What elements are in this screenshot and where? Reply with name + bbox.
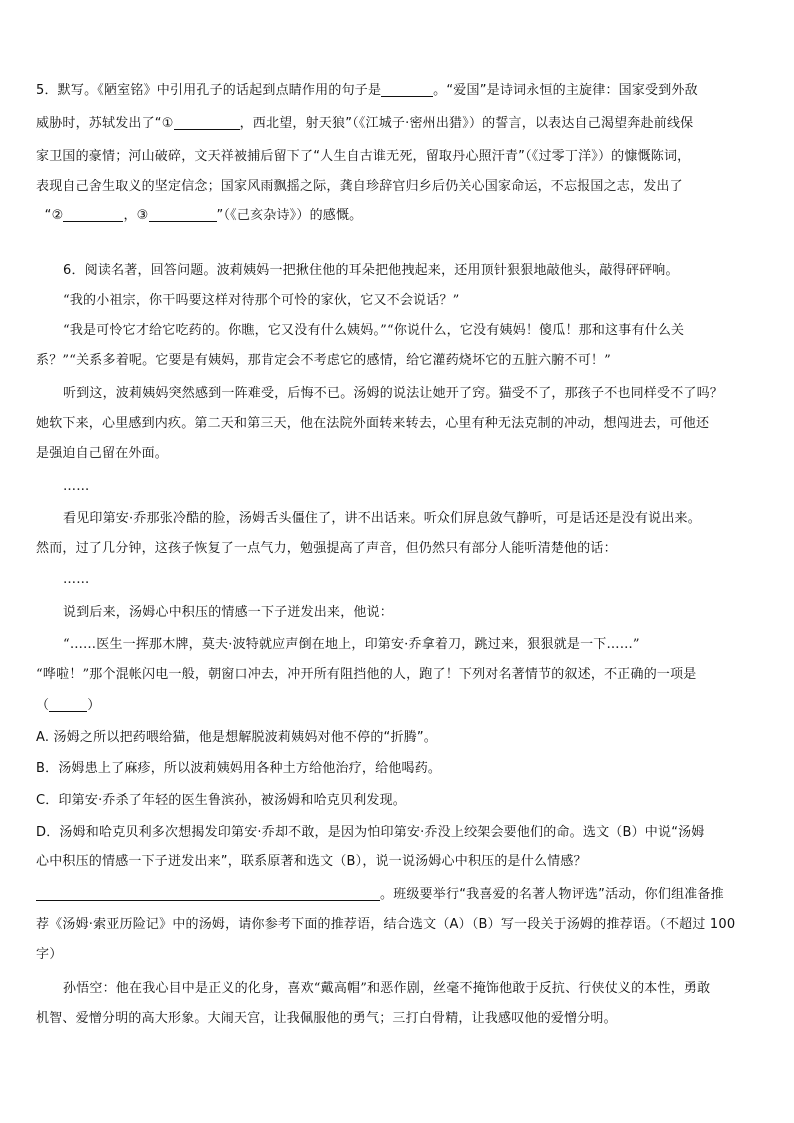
sample-recommendation: 机智、爱憎分明的高大形象。大闹天宫，让我佩服他的勇气；三打白骨精，让我感叹他的爱憎分明。 [36, 1011, 617, 1026]
answer-blank[interactable] [49, 697, 87, 712]
passage-line: 系？”“关系多着呢。它要是有姨妈，那肯定会不考虑它的感情，给它灌药烧坏它的五脏六腑不可！” [36, 353, 611, 368]
passage-line: 是强迫自己留在外面。 [36, 446, 169, 461]
passage-line: 然而，过了几分钟，这孩子恢复了一点气力，勉强提高了声音，但仍然只有部分人能听清楚他的话： [36, 541, 617, 556]
passage-line: “我的小祖宗，你干吗要这样对待那个可怜的家伙，它又不会说话？” [63, 293, 460, 308]
passage-line: 看见印第安·乔那张冷酷的脸，汤姆舌头僵住了，讲不出话来。听众们屏息敛气静听，可是话还是没有说出来。 [63, 511, 701, 526]
passage-line: “我是可怜它才给它吃药的。你瞧，它又没有什么姨妈。”“你说什么，它没有姨妈！傻瓜！那和这事有什么关 [63, 323, 685, 338]
ellipsis: …… [63, 572, 90, 587]
question-line: 荐《汤姆·索亚历险记》中的汤姆，请你参考下面的推荐语，结合选文（A）（B）写一段关于汤姆的推荐语。（不超过 100 [36, 917, 736, 932]
q6-title: 6．阅读名著，回答问题。波莉姨妈一把揪住他的耳朵把他拽起来，还用顶针狠狠地敲他头，敲得砰砰响。 [63, 263, 679, 278]
passage-line: 听到这，波莉姨妈突然感到一阵难受，后悔不已。汤姆的说法让她开了窍。猫受不了，那孩子不也同样受不了吗？ [63, 386, 724, 401]
answer-blank[interactable] [381, 82, 433, 97]
passage-line: “哗啦！”那个混帐闪电一般，朝窗口冲去，冲开所有阻挡他的人，跑了！下列对名著情节的叙述，不正确的一项是 [36, 667, 697, 682]
sample-recommendation: 孙悟空：他在我心目中是正义的化身，喜欢“戴高帽”和恶作剧，丝毫不掩饰他敢于反抗、行侠仗义的本性，勇敢 [63, 981, 711, 996]
answer-blank[interactable] [149, 207, 217, 222]
answer-blank[interactable] [36, 886, 380, 901]
answer-blank[interactable] [174, 115, 240, 130]
answer-parentheses: （ ） [36, 698, 101, 713]
option-b[interactable]: B．汤姆患上了麻疹，所以波莉姨妈用各种土方给他治疗，给他喝药。 [36, 761, 442, 776]
passage-line: 说到后来，汤姆心中积压的情感一下子迸发出来，他说： [63, 605, 394, 620]
q5-line-2: 威胁时，苏轼发出了“① ，西北望，射天狼”（《江城子·密州出猎》）的誓言，以表达自己渴望奔赴前线保 [36, 116, 694, 131]
q5-line-3: 家卫国的豪情；河山破碎，文天祥被捕后留下了“人生自古谁无死，留取丹心照汗青”（《过零丁洋》）的慷慨陈词， [36, 149, 691, 164]
passage-line: “……医生一挥那木牌，莫夫·波特就应声倒在地上，印第安·乔拿着刀，跳过来，狠狠就是一下……” [63, 637, 640, 652]
question-line: 心中积压的情感一下子迸发出来”，联系原著和选文（B），说一说汤姆心中积压的是什么情感？ [36, 854, 587, 869]
option-d[interactable]: D．汤姆和哈克贝利多次想揭发印第安·乔却不敢，是因为怕印第安·乔没上绞架会要他们的命。选文（B）中说“汤姆 [36, 825, 705, 840]
question-line: 字） [36, 947, 63, 962]
option-a[interactable]: A. 汤姆之所以把药喂给猫，他是想解脱波莉姨妈对他不停的“折腾”。 [36, 730, 437, 745]
q5-line-1: 5．默写。《陋室铭》中引用孔子的话起到点睛作用的句子是 。“爱国”是诗词永恒的主旋律：国家受到外敌 [36, 83, 698, 98]
passage-line: 她软下来，心里感到内疚。第二天和第三天，他在法院外面转来转去，心里有种无法克制的冲动，想闯进去，可他还 [36, 416, 710, 431]
q5-line-4: 表现自己舍生取义的坚定信念；国家风雨飘摇之际，龚自珍辞官归乡后仍关心国家命运，不忘报国之志，发出了 [36, 179, 683, 194]
option-c[interactable]: C．印第安·乔杀了年轻的医生鲁滨孙，被汤姆和哈克贝利发现。 [36, 793, 407, 808]
ellipsis: …… [63, 479, 90, 494]
question-line: 。班级要举行“我喜爱的名著人物评选”活动，你们组准备推 [36, 886, 760, 904]
answer-blank[interactable] [63, 207, 123, 222]
q5-line-5: “② ，③ ”（《己亥杂诗》）的感慨。 [44, 208, 363, 223]
